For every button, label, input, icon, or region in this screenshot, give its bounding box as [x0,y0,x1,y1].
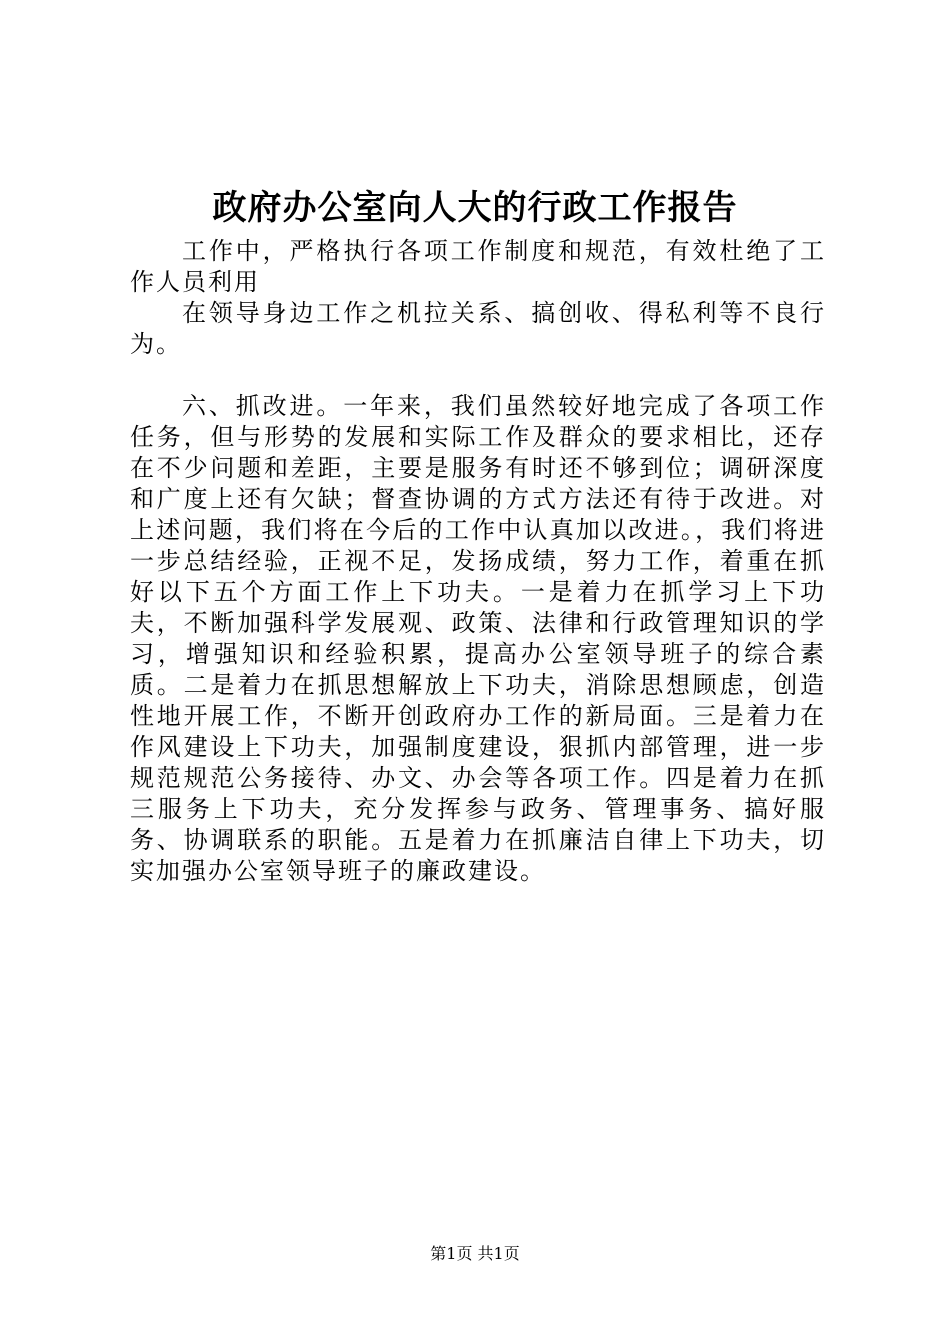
document-body [130,236,826,887]
page-footer: 第1页 共1页 [430,1244,520,1263]
paragraph-3: 六、抓改进。一年来，我们虽然较好地完成了各项工作任务，但与形势的发展和实际工作及群众的要求相比，还存在不少问题和差距，主要是服务有时还不够到位；调研深度和广度上还有欠缺；督查协调的方式方法还有待于改进。对上述问题，我们将在今后的工作中认真加以改进。，我们将进一步总结经验，正视不足，发扬成绩，努力工作，着重在抓好以下五个方面工作上下功夫。一是着力在抓学习上下功夫，不断加强科学发展观、政策、法律和行政管理知识的学习，增强知识和经验积累，提高办公室领导班子的综合素质。二是着力在抓思想解放上下功夫，消除思想顾虑，创造性地开展工作，不断开创政府办工作的新局面。三是着力在作风建设上下功夫，加强制度建设，狠抓内部管理，进一步规范规范公务接待、办文、办会等各项工作。四是着力在抓三服务上下功夫，充分发挥参与政务、管理事务、搞好服务、协调联系的职能。五是着力在抓廉洁自律上下功夫，切实加强办公室领导班子的廉政建设。 [130,392,826,885]
paragraph-2: 在领导身边工作之机拉关系、搞创收、得私利等不良行为。 [130,299,826,358]
paragraph-1: 工作中，严格执行各项工作制度和规范，有效杜绝了工作人员利用 [130,237,826,296]
document-title: 政府办公室向人大的行政工作报告 [212,188,738,228]
